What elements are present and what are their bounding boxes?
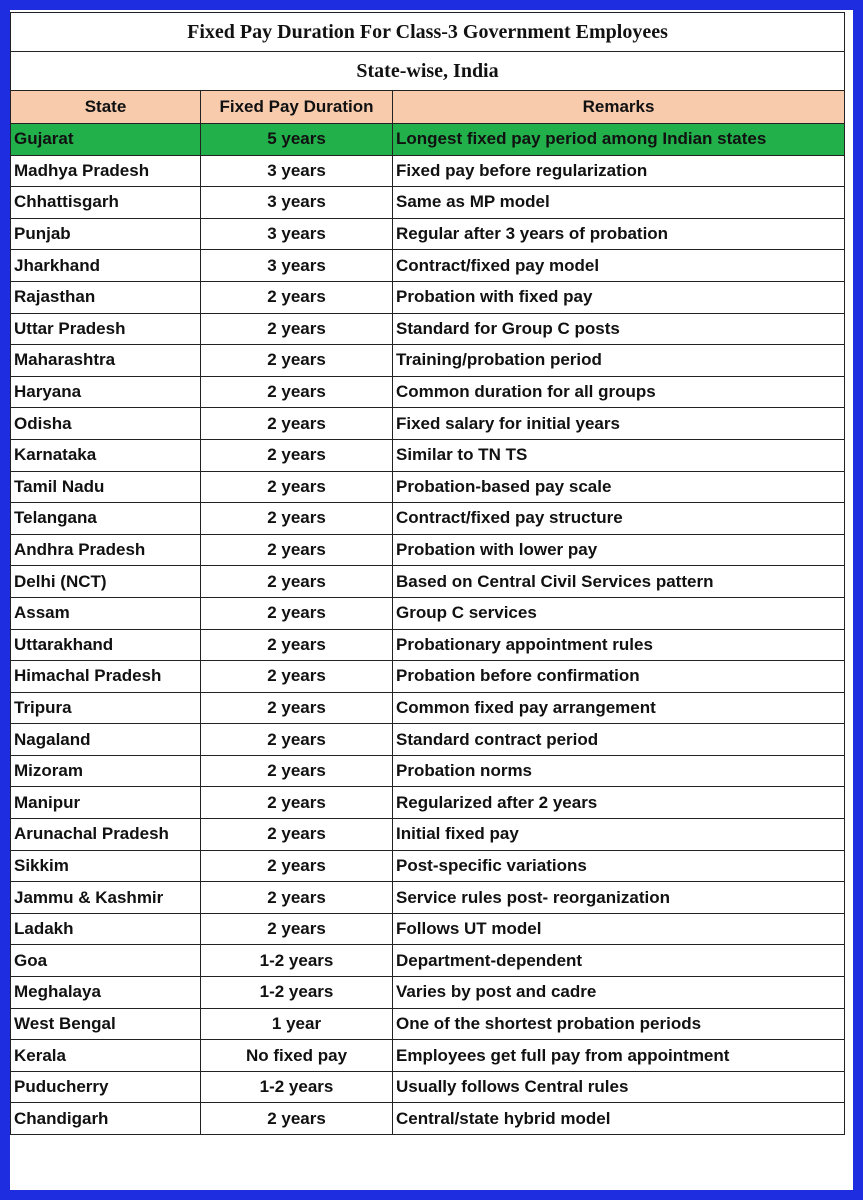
duration-cell: 3 years [201,187,393,219]
fixed-pay-table [10,12,845,1135]
remarks-cell: Training/probation period [393,345,845,377]
state-cell: Sikkim [11,850,201,882]
duration-cell: 2 years [201,281,393,313]
subtitle-row [11,52,845,91]
duration-cell: 2 years [201,534,393,566]
remarks-cell: Probation with fixed pay [393,281,845,313]
document-sheet [10,12,853,1135]
duration-cell: 2 years [201,313,393,345]
duration-cell: 2 years [201,566,393,598]
table-row [11,534,845,566]
remarks-cell: Standard for Group C posts [393,313,845,345]
duration-cell: 2 years [201,913,393,945]
table-row [11,850,845,882]
state-cell: Andhra Pradesh [11,534,201,566]
state-cell: Tamil Nadu [11,471,201,503]
duration-cell: 1-2 years [201,945,393,977]
state-cell: Himachal Pradesh [11,661,201,693]
state-cell: Arunachal Pradesh [11,819,201,851]
state-cell: Gujarat [11,124,201,156]
table-row [11,787,845,819]
table-row [11,503,845,535]
state-cell: Jharkhand [11,250,201,282]
remarks-cell: Employees get full pay from appointment [393,1040,845,1072]
table-row [11,945,845,977]
duration-cell: 2 years [201,345,393,377]
state-cell: Punjab [11,218,201,250]
state-cell: Maharashtra [11,345,201,377]
state-cell: Haryana [11,376,201,408]
remarks-cell: One of the shortest probation periods [393,1008,845,1040]
remarks-cell: Contract/fixed pay model [393,250,845,282]
state-cell: Jammu & Kashmir [11,882,201,914]
table-row [11,597,845,629]
duration-cell: 2 years [201,471,393,503]
remarks-cell: Varies by post and cadre [393,977,845,1009]
table-row [11,977,845,1009]
remarks-cell: Probationary appointment rules [393,629,845,661]
table-row [11,1040,845,1072]
remarks-cell: Based on Central Civil Services pattern [393,566,845,598]
table-row [11,218,845,250]
duration-cell: 1 year [201,1008,393,1040]
table-row [11,1008,845,1040]
table-row [11,1103,845,1135]
remarks-cell: Fixed salary for initial years [393,408,845,440]
duration-cell: 2 years [201,1103,393,1135]
remarks-cell: Initial fixed pay [393,819,845,851]
table-row [11,913,845,945]
table-row [11,724,845,756]
duration-cell: 2 years [201,692,393,724]
state-cell: Delhi (NCT) [11,566,201,598]
table-row [11,281,845,313]
state-cell: Rajasthan [11,281,201,313]
duration-cell: 2 years [201,503,393,535]
duration-cell: 3 years [201,218,393,250]
duration-cell: 2 years [201,882,393,914]
table-row [11,439,845,471]
table-row [11,187,845,219]
remarks-cell: Common duration for all groups [393,376,845,408]
state-cell: Goa [11,945,201,977]
state-cell: Meghalaya [11,977,201,1009]
table-row [11,566,845,598]
title-row [11,13,845,52]
remarks-cell: Group C services [393,597,845,629]
table-subtitle: State-wise, India [11,52,845,91]
state-cell: Mizoram [11,755,201,787]
table-title: Fixed Pay Duration For Class-3 Government Employees [11,13,845,52]
table-row [11,124,845,156]
state-cell: West Bengal [11,1008,201,1040]
remarks-cell: Central/state hybrid model [393,1103,845,1135]
duration-cell: 3 years [201,155,393,187]
duration-cell: 5 years [201,124,393,156]
table-row [11,408,845,440]
remarks-cell: Probation with lower pay [393,534,845,566]
state-cell: Uttar Pradesh [11,313,201,345]
remarks-cell: Regular after 3 years of probation [393,218,845,250]
duration-cell: 1-2 years [201,1071,393,1103]
table-row [11,250,845,282]
state-cell: Puducherry [11,1071,201,1103]
state-cell: Karnataka [11,439,201,471]
table-row [11,1071,845,1103]
duration-cell: 2 years [201,819,393,851]
remarks-cell: Similar to TN TS [393,439,845,471]
header-duration: Fixed Pay Duration [201,91,393,124]
state-cell: Tripura [11,692,201,724]
table-row [11,313,845,345]
state-cell: Telangana [11,503,201,535]
state-cell: Uttarakhand [11,629,201,661]
remarks-cell: Regularized after 2 years [393,787,845,819]
header-row [11,91,845,124]
duration-cell: 1-2 years [201,977,393,1009]
remarks-cell: Same as MP model [393,187,845,219]
state-cell: Nagaland [11,724,201,756]
table-row [11,471,845,503]
remarks-cell: Contract/fixed pay structure [393,503,845,535]
state-cell: Chhattisgarh [11,187,201,219]
table-row [11,629,845,661]
state-cell: Madhya Pradesh [11,155,201,187]
remarks-cell: Follows UT model [393,913,845,945]
duration-cell: 2 years [201,755,393,787]
duration-cell: 2 years [201,408,393,440]
duration-cell: No fixed pay [201,1040,393,1072]
state-cell: Ladakh [11,913,201,945]
remarks-cell: Post-specific variations [393,850,845,882]
header-remarks: Remarks [393,91,845,124]
table-row [11,755,845,787]
table-row [11,661,845,693]
state-cell: Odisha [11,408,201,440]
table-row [11,376,845,408]
remarks-cell: Common fixed pay arrangement [393,692,845,724]
duration-cell: 2 years [201,850,393,882]
duration-cell: 2 years [201,629,393,661]
remarks-cell: Standard contract period [393,724,845,756]
table-row [11,882,845,914]
state-cell: Chandigarh [11,1103,201,1135]
remarks-cell: Probation-based pay scale [393,471,845,503]
duration-cell: 3 years [201,250,393,282]
duration-cell: 2 years [201,661,393,693]
remarks-cell: Probation norms [393,755,845,787]
remarks-cell: Fixed pay before regularization [393,155,845,187]
duration-cell: 2 years [201,724,393,756]
header-state: State [11,91,201,124]
remarks-cell: Department-dependent [393,945,845,977]
duration-cell: 2 years [201,787,393,819]
state-cell: Assam [11,597,201,629]
table-row [11,345,845,377]
table-row [11,692,845,724]
state-cell: Manipur [11,787,201,819]
duration-cell: 2 years [201,439,393,471]
remarks-cell: Usually follows Central rules [393,1071,845,1103]
remarks-cell: Probation before confirmation [393,661,845,693]
table-row [11,819,845,851]
table-row [11,155,845,187]
table-body [11,124,845,1135]
state-cell: Kerala [11,1040,201,1072]
duration-cell: 2 years [201,597,393,629]
remarks-cell: Longest fixed pay period among Indian states [393,124,845,156]
duration-cell: 2 years [201,376,393,408]
remarks-cell: Service rules post- reorganization [393,882,845,914]
